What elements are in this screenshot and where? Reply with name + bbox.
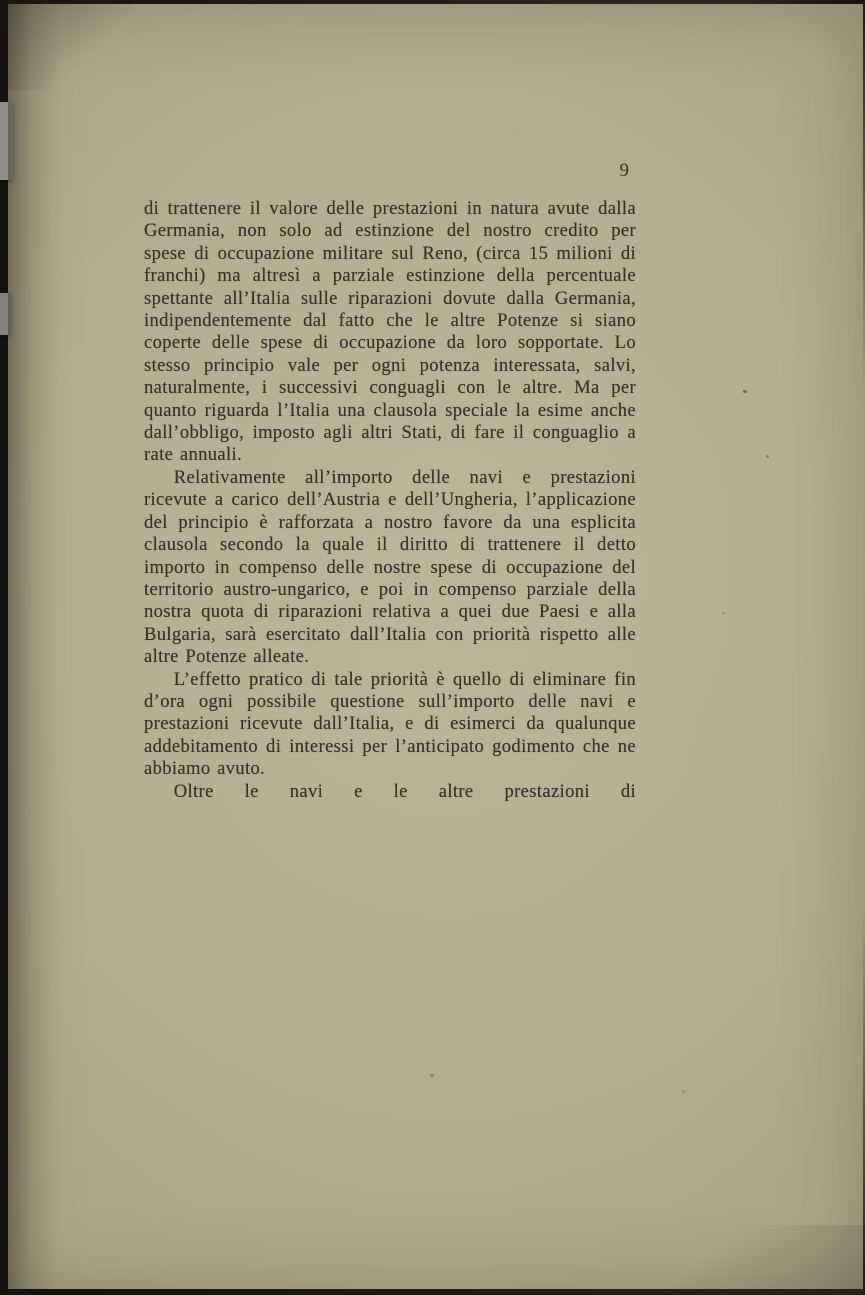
paragraph-incomplete: Oltre le navi e le altre prestazioni di — [173, 780, 636, 802]
page-number: 9 — [619, 160, 630, 181]
paragraph: L’effetto pratico di tale priorità è quello di eliminare fin d’ora ogni possibile questione sull’importo delle navi e prestazioni ricevute dall’Italia, e di esimerci da qualunque addebitamento di interessi per l’anticipato godimento che ne abbiamo avuto. — [144, 668, 636, 780]
paragraph-continuation: di trattenere il valore delle prestazioni in natura avute dalla Germania, non solo ad estinzione del nostro credito per spese di occupazione militare sul Reno, (circa 15 milioni di franchi) ma altresì a parziale estinzione della percentuale spettante all’Italia sulle riparazioni dovute dalla Germania, indipendentemente dal fatto che le altre Potenze si siano coperte delle spese di occupazione da loro sopportate. Lo stesso principio vale per ogni potenza interessata, salvi, naturalmente, i successivi conguagli con le altre. Ma per quanto riguarda l’Italia una clausola speciale la esime anche dall’obbligo, imposto agli altri Stati, di fare il conguaglio a rate annuali. — [144, 198, 636, 466]
paper-speck — [766, 455, 769, 458]
paragraph: Relativamente all’importo delle navi e prestazioni ricevute a carico dell’Austria e dell’Ungheria, l’applicazione del principio è rafforzata a nostro favore da una esplicita clausola secondo la quale il diritto di trattenere il detto importo in compenso delle nostre spese di occupazione del territorio austro-ungarico, e poi in compenso parziale della nostra quota di riparazioni relativa a quei due Paesi e alla Bulgaria, sarà esercitato dall’Italia con priorità rispetto alle altre Potenze alleate. — [144, 466, 636, 668]
page-edge-left — [0, 0, 8, 1295]
paper-speck — [722, 612, 725, 614]
corner-shadow-bottom-right — [645, 1225, 865, 1295]
paper-speck — [743, 390, 747, 393]
paper-speck — [682, 1090, 685, 1093]
binding-gutter-shadow — [8, 0, 60, 1295]
paper-speck — [430, 1074, 434, 1077]
page-text-block — [144, 198, 636, 803]
corner-shadow-top-left — [0, 0, 140, 90]
